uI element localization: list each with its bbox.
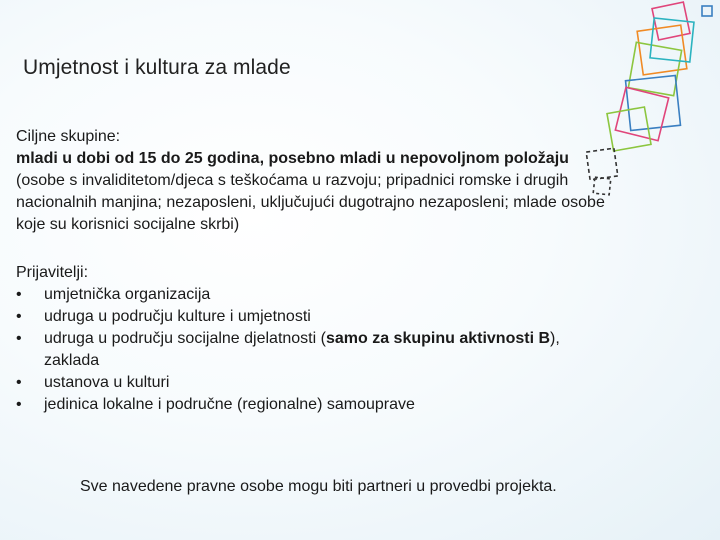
list-item-text-pre: udruga u području socijalne djelatnosti ( (44, 330, 326, 347)
list-item-text-post: ), zaklada (44, 330, 560, 369)
partners-note: Sve navedene pravne osobe mogu biti partneri u provedbi projekta. (80, 478, 557, 495)
deco-square-green (628, 42, 681, 95)
slide-title: Umjetnost i kultura za mlade (23, 56, 291, 79)
list-item-text: udruga u području kulture i umjetnosti (44, 308, 311, 325)
list-item (16, 394, 606, 416)
applicants-heading: Prijavitelji: (16, 264, 89, 281)
list-item-text: ustanova u kulturi (44, 374, 170, 391)
bullet-icon: • (16, 330, 22, 347)
target-groups-bold: mladi u dobi od 15 do 25 godina, posebno mladi u nepovoljnom položaju (16, 150, 569, 167)
target-groups-text (16, 148, 606, 236)
bullet-icon: • (16, 308, 22, 325)
target-groups-heading: Ciljne skupine: (16, 128, 121, 145)
list-item-text: jedinica lokalne i područne (regionalne) samouprave (44, 396, 415, 413)
slide-body (16, 126, 606, 416)
target-groups-rest: (osobe s invaliditetom/djeca s teškoćama u razvoju; pripadnici romske i drugih nacionalnih manjina; nezaposleni, uključujući dugotrajno nezaposleni; mlade osobe koje su korisnici socijalne skrbi) (16, 172, 605, 233)
list-item (16, 306, 606, 328)
bullet-icon: • (16, 286, 22, 303)
list-item-text-bold: samo za skupinu aktivnosti B (325, 330, 551, 347)
bullet-icon: • (16, 374, 22, 391)
deco-square-pink-2 (615, 87, 668, 140)
deco-square-corner (702, 6, 712, 16)
deco-square-blue (626, 76, 681, 131)
applicants-list (16, 284, 606, 416)
bullet-icon: • (16, 396, 22, 413)
list-item-text: umjetnička organizacija (44, 286, 211, 303)
list-item (16, 372, 606, 394)
list-item (16, 328, 606, 372)
list-item (16, 284, 606, 306)
